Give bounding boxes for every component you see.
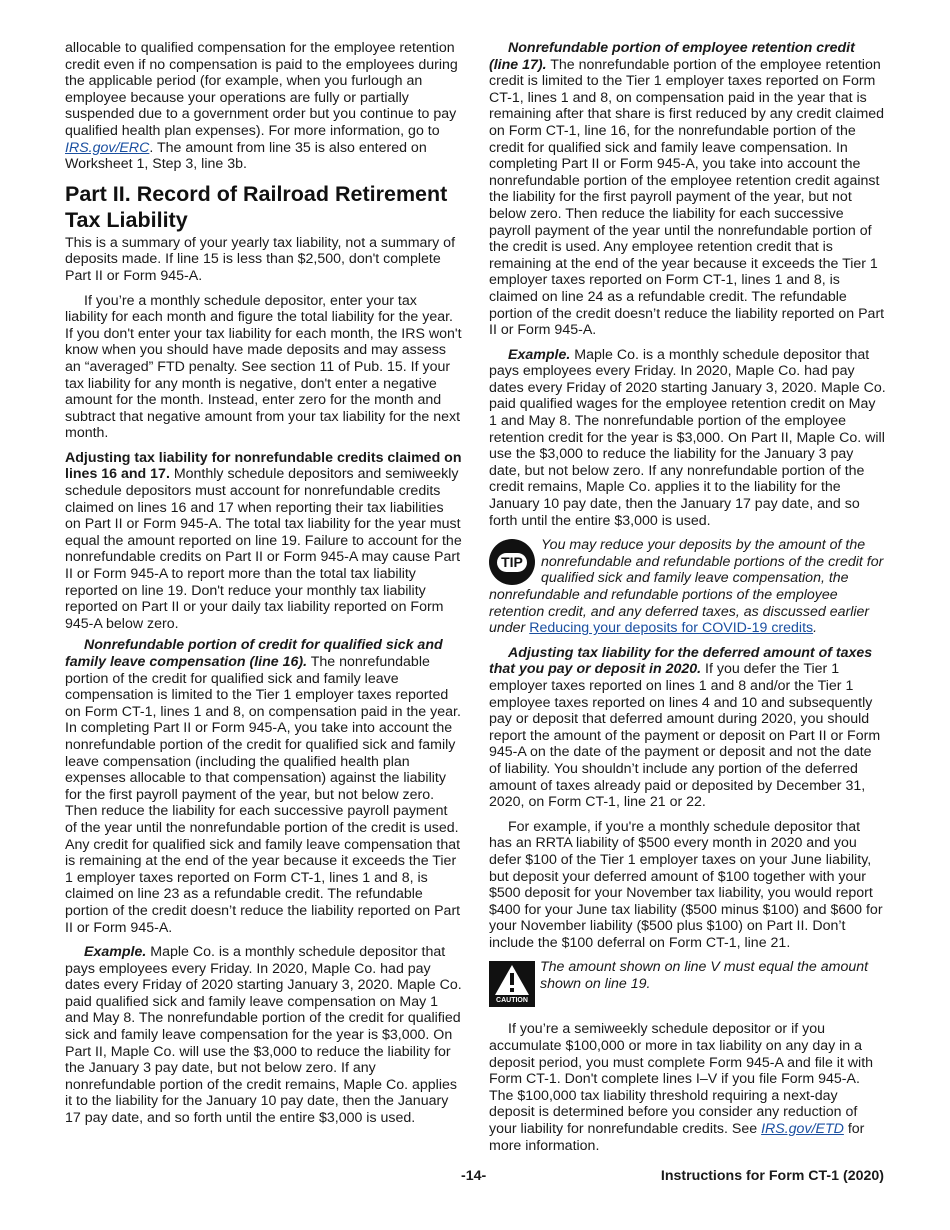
- sick-leave-text: The nonrefundable portion of the credit for qualified sick and family leave compensation is limited to the Tier 1 employer taxes reported on Form CT-1, lines 1 and 8, on compensation paid in the year. In completing Part II or Form 945-A, you take into account the nonrefundable portion of the credit for qualified sick and family leave compensation (including the qualified health plan expenses allocable to that compensation) against the liability for the first payroll payment of the year, but not below zero. Then reduce the liability for each successive payroll payment of the year until the nonrefundable portion of the credit is used. Any credit for qualified sick and family leave compensation that is remaining at the end of the year because it exceeds the Tier 1 employer taxes reported on Form CT-1, lines 1 and 8, is claimed on line 23 as a refundable credit. The refundable portion of the credit doesn’t reduce the liability reported on Part II or Form 945-A.: [65, 654, 461, 936]
- caution-icon: [489, 961, 535, 1007]
- intro-paragraph: [65, 40, 462, 173]
- example-text: Maple Co. is a monthly schedule depositor that pays employees every Friday. In 2020, Maple Co. had pay dates every Friday of 2020 starting January 3, 2020. Maple Co. paid qualified sick and family leave compensation on May 1 and May 8. The nonrefundable portion of the credit for qualified sick and family leave compensation for the year is $3,000. On Part II, Maple Co. will use the $3,000 to reduce the liability for the January 3 pay date, but not below zero. If any nonrefundable portion of the credit remains, Maple Co. applies it to the liability for the January 10 pay date, then the January 17 pay date, and so forth until the entire $3,000 is used.: [65, 944, 462, 1127]
- monthly-depositor-paragraph: If you’re a monthly schedule depositor, enter your tax liability for each month and figure the total liability for the year. If you don't enter your tax liability for each month, the IRS won't know when you should have made deposits and may assess an “averaged” FTD penalty. See section 11 of Pub. 15. If your tax liability for any month is negative, don't enter a negative amount for the month. Instead, enter zero for the month and subtract that negative amount from your tax liability for the next month.: [65, 292, 462, 442]
- adjusting-credits-title: Adjusting tax liability for nonrefundable credits claimed on lines 16 and 17.: [65, 449, 462, 483]
- form-title-footer: Instructions for Form CT-1 (2020): [660, 1168, 884, 1184]
- erc-example-paragraph: [489, 347, 886, 530]
- deferred-text: If you defer the Tier 1 employer taxes reported on lines 1 and 8 and/or the Tier 1 employee taxes reported on lines 4 and 10 and subsequently pay or deposit that deferred amount during 2020, you should report the amount of the payment or deposit on Part II or Form 945-A on the date of the payment or deposit and not the date of liability. You shouldn’t include any portion of the deferred amount of taxes already paid or deposited by December 31, 2020, on Form CT-1, line 21 or 22.: [489, 661, 881, 811]
- deferred-title: Adjusting tax liability for the deferred amount of taxes that you pay or deposit in 2020.: [489, 644, 873, 678]
- tip-end: .: [813, 620, 818, 637]
- covid-credits-link[interactable]: Reducing your deposits for COVID-19 credits: [529, 620, 814, 637]
- summary-paragraph: This is a summary of your yearly tax liability, not a summary of deposits made. If line 15 is less than $2,500, don't complete Part II or Form 945-A.: [65, 234, 456, 284]
- erc-text: The nonrefundable portion of the employee retention credit is limited to the Tier 1 employer taxes reported on Form CT-1, lines 1 and 8, on compensation paid in the year that is remaining after that share is first reduced by any credit claimed on Form CT-1, line 16, for the nonrefundable portion of the credit for qualified sick and family leave compensation. In completing Part II or Form 945-A, you take into account the nonrefundable portion of the employee retention credit against the liability for the first payroll payment of the year, but not below zero. Then reduce the liability for each successive payroll payment of the year until the nonrefundable portion of the credit is used. Any employee retention credit that is remaining at the end of the year because it exceeds the Tier 1 employer taxes reported on Form CT-1, lines 1 and 8, is claimed on line 24 as a refundable credit. The refundable portion of the credit doesn’t reduce the liability reported on Part II or Form 945-A.: [489, 56, 885, 339]
- tip-label: TIP: [497, 553, 527, 572]
- semiweekly-paragraph: [489, 1021, 886, 1154]
- left-column: [65, 40, 462, 1127]
- section-heading: Part II. Record of Railroad Retirement Tax Liability: [65, 181, 448, 232]
- deferred-paragraph: [489, 645, 886, 811]
- adjusting-credits-text: Monthly schedule depositors and semiweekly schedule depositors must account for nonrefundable credits claimed on lines 16 and 17 when reporting their tax liabilities on Part II or Form 945-A. The total tax liability for the year must equal the amount reported on line 19. Failure to account for the nonrefundable credits on Part II or Form 945-A may cause Part II or Form 945-A to report more than the total tax liability reported on line 19. Don't reduce your monthly tax liability reported on Part II or your daily tax liability reported on Form 945-A below zero.: [65, 466, 462, 632]
- right-column: [489, 40, 886, 1154]
- page-number: -14-: [461, 1168, 487, 1184]
- caution-text: The amount shown on line V must equal the amount shown on line 19.: [540, 959, 869, 993]
- sick-leave-title: Nonrefundable portion of credit for qualified sick and family leave compensation (line 16).: [65, 637, 443, 670]
- example-label: Example.: [84, 944, 147, 961]
- intro-text-end: . The amount from line 35 is also entered on Worksheet 1, Step 3, line 3b.: [65, 139, 427, 173]
- tip-note: [489, 537, 886, 637]
- erc-paragraph: [489, 40, 886, 339]
- caution-note: [489, 959, 886, 1007]
- erc-title: Nonrefundable portion of employee retention credit (line 17).: [489, 40, 855, 73]
- example-label: Example.: [508, 346, 571, 363]
- deferral-example-paragraph: For example, if you're a monthly schedule depositor that has an RRTA liability of $500 every month in 2020 and you defer $100 of the Tier 1 employer taxes on your June liability, but deposit your deferred amount of $100 together with your $500 deposit for your November tax liability, you would report $400 for your June tax liability ($500 minus $100) and $600 for your November liability ($500 plus $100) on Part II. Don’t include the $100 deferral on Form CT-1, line 21.: [489, 818, 883, 951]
- tip-text: You may reduce your deposits by the amount of the nonrefundable and refundable portions of the credit for qualified sick and family leave compensation, the nonrefundable and refundable portions of the employee retention credit, and any deferred taxes, as discussed earlier under: [489, 537, 884, 637]
- caution-label: CAUTION: [496, 997, 528, 1005]
- tip-icon: [489, 539, 535, 585]
- irs-etd-link[interactable]: IRS.gov/ETD: [761, 1121, 844, 1138]
- intro-text: allocable to qualified compensation for the employee retention credit even if no compensation is paid to the employees during the applicable period (for example, when you furlough an employee because your operations are fully or partially suspended due to a government order but you continue to pay qualified health plan expenses). For more information, go to: [65, 40, 458, 139]
- adjusting-credits-paragraph: [65, 450, 462, 633]
- semiweekly-text: If you’re a semiweekly schedule depositor or if you accumulate $100,000 or more in tax liability on any day in a deposit period, you must complete Form 945-A and file it with Form CT-1. Don't complete lines I–V if you file Form 945-A. The $100,000 tax liability threshold requiring a next-day deposit is determined before you consider any reduction of your liability for nonrefundable credits. See: [489, 1021, 874, 1138]
- sick-leave-paragraph: [65, 637, 462, 936]
- example-text: Maple Co. is a monthly schedule depositor that pays employees every Friday. In 2020, Maple Co. had pay dates every Friday of 2020 starting January 3, 2020. Maple Co. paid qualified wages for the employee retention credit on May 1 and May 8. The nonrefundable portion of the employee retention credit for the year is $3,000. On Part II, Maple Co. will use the $3,000 to reduce the liability for the January 3 pay date, but not below zero. If any nonrefundable portion of the credit remains, Maple Co. applies it to the liability for the January 10 pay date, then the January 17 pay date, and so forth until the entire $3,000 is used.: [489, 346, 886, 529]
- irs-erc-link[interactable]: IRS.gov/ERC: [65, 139, 150, 156]
- sick-leave-example-paragraph: [65, 944, 462, 1127]
- semiweekly-end: for more information.: [489, 1121, 865, 1154]
